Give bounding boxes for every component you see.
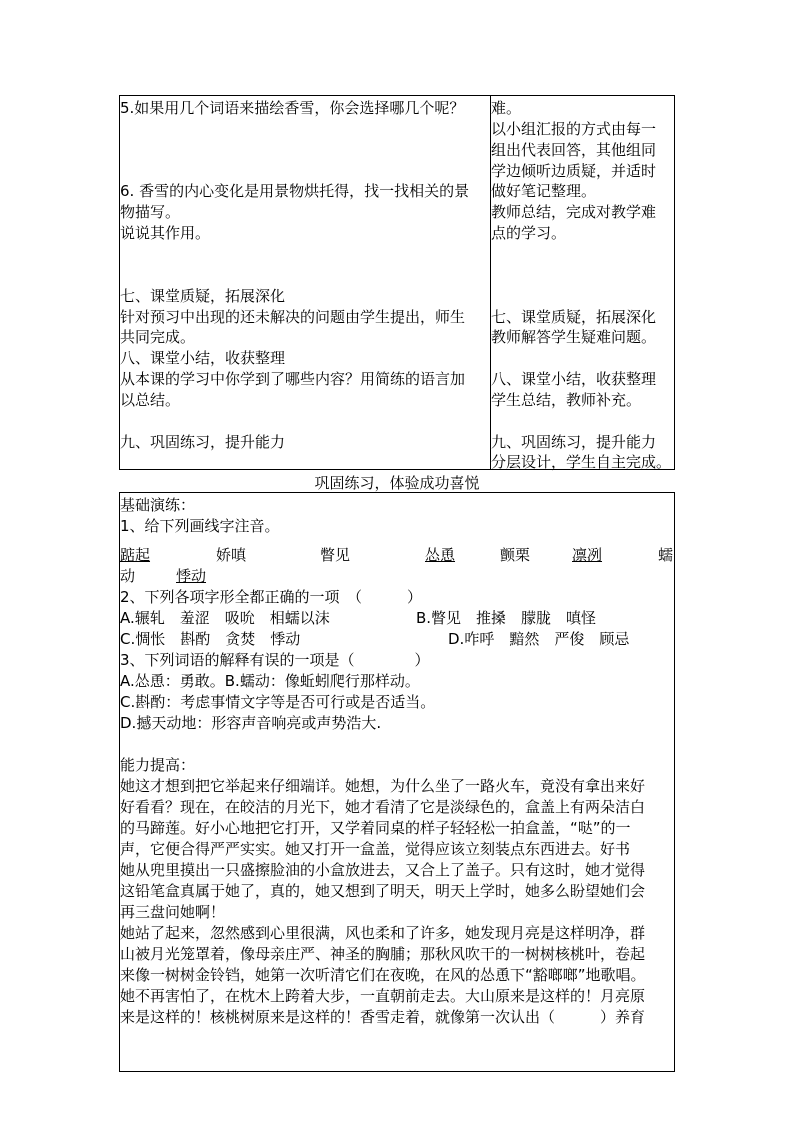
- passage-line: 山被月光笼罩着，像母亲庄严、神圣的胸脯；那秋风吹干的一树树核桃叶，卷起: [120, 945, 646, 963]
- pinyin-word: 蠕: [658, 546, 674, 564]
- passage-line: 她这才想到把它举起来仔细端详。她想，为什么坐了一路火车，竟没有拿出来好: [120, 777, 646, 795]
- table-line: 学边倾听边质疑，并适时: [491, 162, 657, 180]
- table-line: 教师总结，完成对教学难: [491, 203, 657, 221]
- question-2-option-a: A.辗轧 羞涩 吸吮 相蠕以沫: [120, 609, 330, 627]
- table-line: 说说其作用。: [120, 224, 211, 242]
- table-line: 教师解答学生疑难问题。: [491, 328, 657, 346]
- table-line: 物描写。: [120, 203, 181, 221]
- lesson-plan-table: [119, 95, 675, 470]
- table-line: 八、课堂小结，收获整理: [120, 349, 286, 367]
- pinyin-words-row: [120, 545, 676, 565]
- table-line: 分层设计，学生自主完成。: [491, 453, 672, 471]
- pinyin-word: 颤栗: [500, 546, 531, 564]
- table-line: 以小组汇报的方式由每一: [491, 120, 657, 138]
- pinyin-words-row-2: [120, 566, 676, 586]
- table-line: 5.如果用几个词语来描绘香雪，你会选择哪几个呢？: [120, 99, 465, 117]
- table-line: 八、课堂小结，收获整理: [491, 370, 657, 388]
- question-2-option-d: D.咋呼 黯然 严俊 顾忌: [448, 630, 630, 648]
- pinyin-word: 瞥见: [320, 546, 351, 564]
- exercise-table: [119, 492, 675, 1072]
- table-line: 点的学习。: [491, 224, 567, 242]
- passage-line: 她从兜里摸出一只盛擦脸油的小盒放进去，又合上了盖子。只有这时，她才觉得: [120, 861, 646, 879]
- table-line: 以总结。: [120, 391, 181, 409]
- basic-title: 基础演练：: [120, 496, 196, 514]
- table-line: 从本课的学习中你学到了哪些内容？用简练的语言加: [120, 370, 466, 388]
- passage-line: 她不再害怕了，在枕木上跨着大步，一直朝前走去。大山原来是这样的！月亮原: [120, 987, 646, 1005]
- passage-line: 好看看？现在，在皎洁的月光下，她才看清了它是淡绿色的，盒盖上有两朵洁白: [120, 798, 646, 816]
- table-line: 学生总结，教师补充。: [491, 391, 642, 409]
- passage-line: 她站了起来，忽然感到心里很满，风也柔和了许多，她发现月亮是这样明净，群: [120, 924, 646, 942]
- pinyin-word: 怂恿: [425, 546, 456, 564]
- pinyin-word: 娇嗔: [216, 546, 247, 564]
- passage-line: 来像一树树金铃铛，她第一次听清它们在夜晚，在风的怂恿下“豁啷啷”地歌唱。: [120, 966, 646, 984]
- table-line: 做好笔记整理。: [491, 182, 597, 200]
- table-line: 九、巩固练习，提升能力: [491, 433, 657, 451]
- table-line: 共同完成。: [120, 328, 196, 346]
- question-3-option-c: C.斟酌：考虑事情文字等是否可行或是否适当。: [120, 693, 436, 711]
- question-2-option-b: B.瞥见 推搡 朦胧 嗔怪: [416, 609, 597, 627]
- passage-line: 声，它便合得严严实实。她又打开一盒盖，觉得应该立刻装点东西进去。好书: [120, 840, 631, 858]
- pinyin-word: 踮起: [120, 546, 151, 564]
- question-1: 1、给下列画线字注音。: [120, 517, 280, 535]
- question-3-options-ab: A.怂恿：勇敢。B.蠕动：像蚯蚓爬行那样动。: [120, 672, 420, 690]
- table-line: 针对预习中出现的还未解决的问题由学生提出，师生: [120, 308, 466, 326]
- table-line: 九、巩固练习，提升能力: [120, 433, 286, 451]
- pinyin-word: 凛冽: [572, 546, 603, 564]
- question-2-option-c: C.惆怅 斟酌 贪焚 悸动: [120, 630, 301, 648]
- ability-title: 能力提高：: [120, 756, 196, 774]
- question-2: 2、下列各项字形全都正确的一项 （ ）: [120, 588, 423, 606]
- table-line: 七、课堂质疑，拓展深化: [491, 308, 657, 326]
- question-3: 3、下列词语的解释有误的一项是（ ）: [120, 651, 430, 669]
- passage-line: 来是这样的！核桃树原来是这样的！香雪走着，就像第一次认出（ ）养育: [120, 1008, 646, 1026]
- table-line: 组出代表回答，其他组同: [491, 141, 657, 159]
- section-title: 巩固练习，体验成功喜悦: [314, 474, 480, 492]
- table-line: 6. 香雪的内心变化是用景物烘托得，找一找相关的景: [120, 182, 470, 200]
- pinyin-word: 动: [120, 567, 136, 585]
- passage-line: 这铅笔盒真属于她了，真的，她又想到了明天，明天上学时，她多么盼望她们会: [120, 882, 646, 900]
- question-3-option-d: D.撼天动地：形容声音响亮或声势浩大.: [120, 714, 382, 732]
- passage-line: 再三盘问她啊！: [120, 903, 226, 921]
- table-line: 七、课堂质疑，拓展深化: [120, 287, 286, 305]
- passage-line: 的马蹄莲。好小心地把它打开，又学着同桌的样子轻轻松一拍盒盖，“哒”的一: [120, 819, 631, 837]
- pinyin-word: 悸动: [176, 567, 207, 585]
- table-line: 难。: [491, 99, 522, 117]
